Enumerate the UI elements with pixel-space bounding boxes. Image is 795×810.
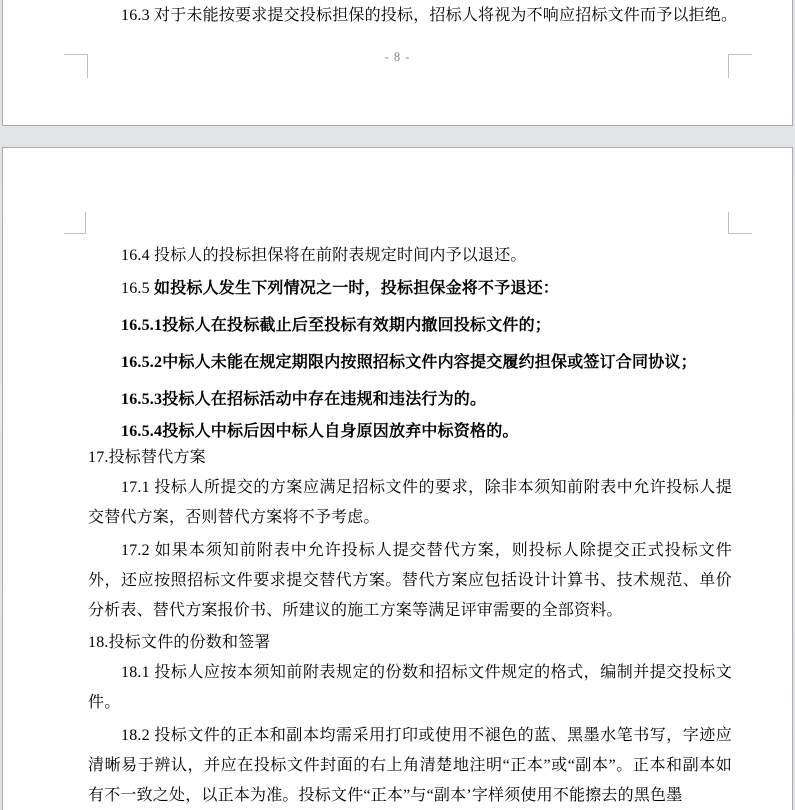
paragraph-17-2[interactable]: 17.2 如果本须知前附表中允许投标人提交替代方案，则投标人除提交正式投标文件外，还应按照招标文件要求提交替代方案。替代方案应包括设计计算书、技术规范、单价分析表、替代方案报价书、所建议的施工方案等满足评审需要的全部资料。 [88,542,732,619]
page-number-footer: - 8 - [384,50,411,64]
clause-16-5-2[interactable]: 16.5.2中标人未能在规定期限内按照招标文件内容提交履约担保或签订合同协议； [121,354,697,371]
paragraph-17-1[interactable]: 17.1 投标人所提交的方案应满足招标文件的要求，除非本须知前附表中允许投标人提交替代方案，否则替代方案将不予考虑。 [88,479,732,526]
clause-16-5-3[interactable]: 16.5.3投标人在招标活动中存在违规和违法行为的。 [121,391,487,408]
crop-mark-top-right [728,212,752,234]
clause-16-5-number: 16.5 [121,280,154,297]
clause-16-5-1[interactable]: 16.5.1投标人在投标截止后至投标有效期内撤回投标文件的； [121,317,552,334]
page-9[interactable] [2,147,793,810]
paragraph-16-4[interactable]: 16.4 投标人的投标担保将在前附表规定时间内予以退还。 [121,247,527,264]
clause-16-5-text: 如投标人发生下列情况之一时，投标担保金将不予退还： [154,280,560,297]
clause-16-5-4[interactable]: 16.5.4投标人中标后因中标人自身原因放弃中标资格的。 [121,423,519,440]
clause-16-5[interactable] [88,274,732,304]
heading-17[interactable]: 17.投标替代方案 [88,449,206,466]
heading-18[interactable]: 18.投标文件的份数和签署 [88,634,271,651]
paragraph-16-3[interactable]: 16.3 对于未能按要求提交投标担保的投标，招标人将视为不响应招标文件而予以拒绝。 [121,7,738,24]
page-8[interactable] [2,0,793,126]
paragraph-18-2[interactable]: 18.2 投标文件的正本和副本均需采用打印或使用不褪色的蓝、黑墨水笔书写，字迹应清晰易于辨认，并应在投标文件封面的右上角清楚地注明“正本”或“副本”。正本和副本如有不一致之处，以正本为准。投标文件“正本”与“副本’字样须使用不能擦去的黑色墨 [88,727,732,804]
crop-mark-top-left [64,212,86,234]
paragraph-18-1[interactable]: 18.1 投标人应按本须知前附表规定的份数和招标文件规定的格式，编制并提交投标文件。 [88,664,732,711]
